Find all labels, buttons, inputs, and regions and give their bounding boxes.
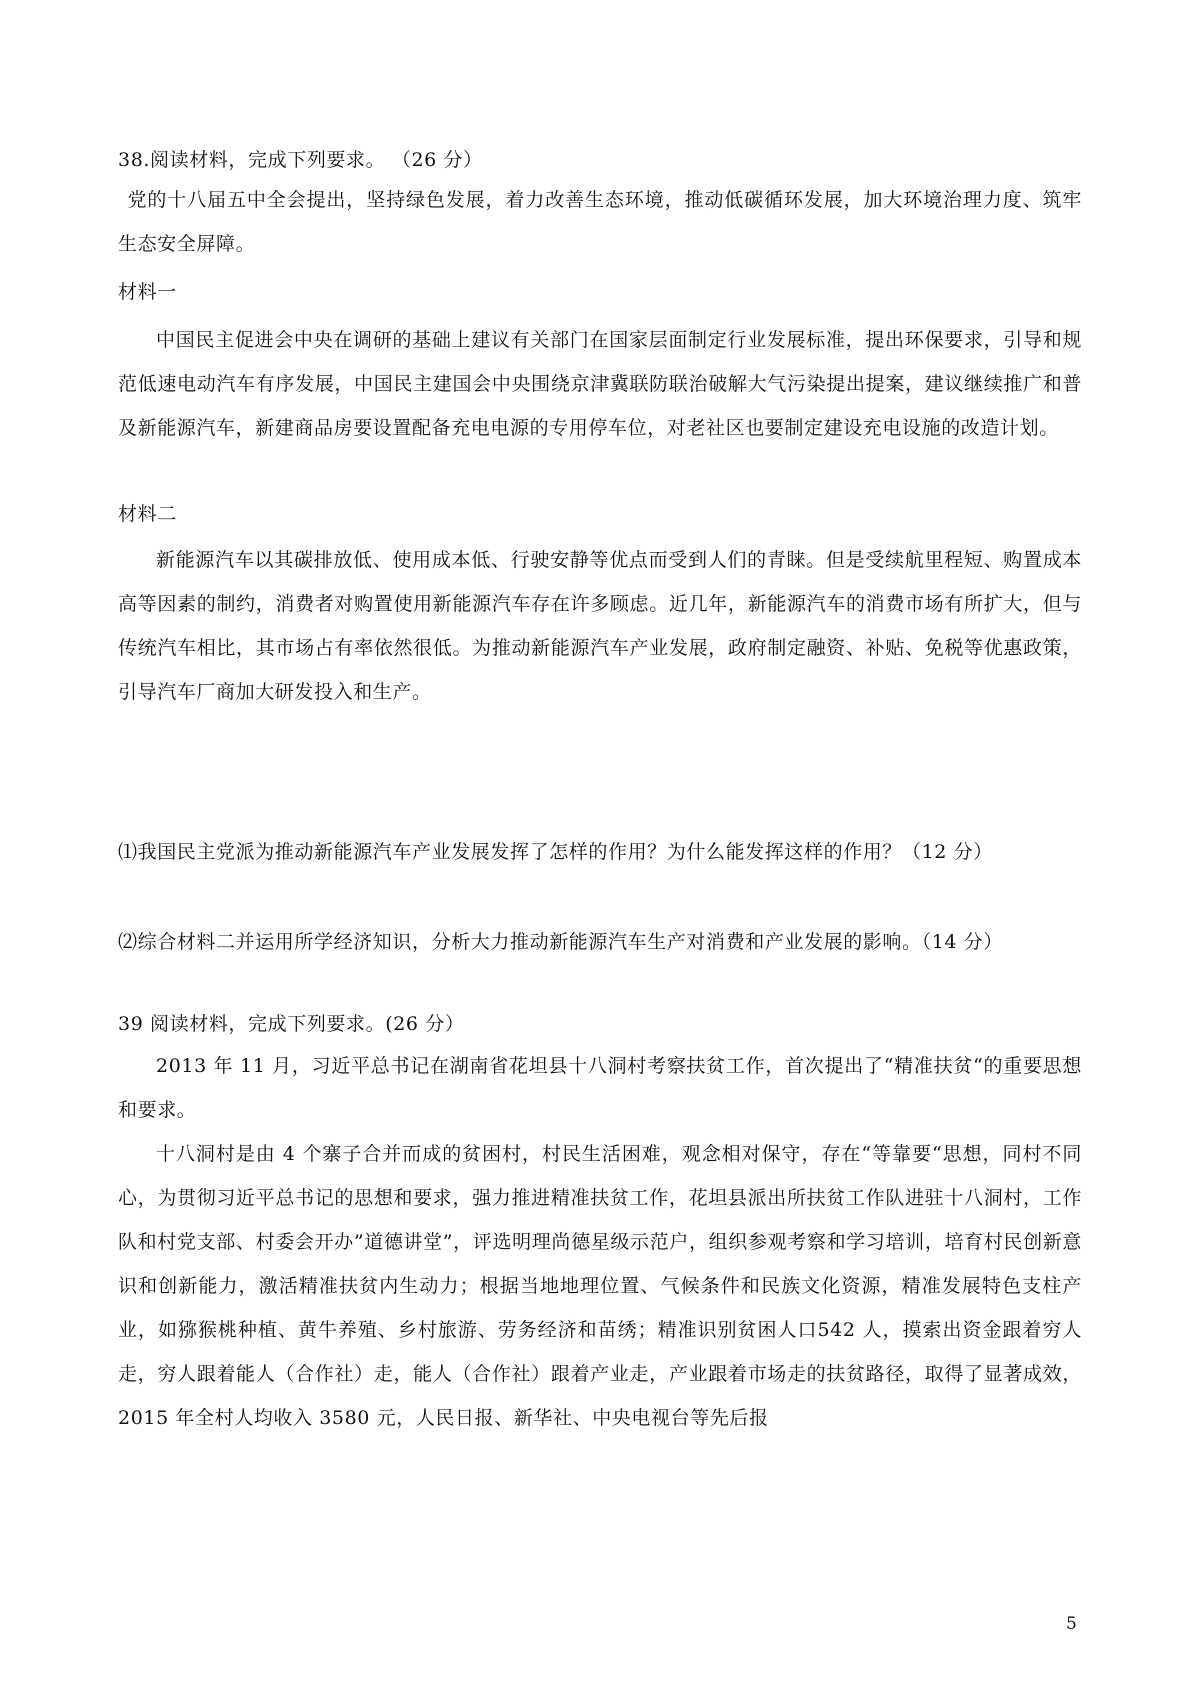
question-38-part-2: ⑵综合材料二并运用所学经济知识，分析大力推动新能源汽车生产对消费和产业发展的影响。（14 分）: [118, 931, 1003, 953]
page-number: 5: [1066, 1614, 1077, 1634]
question-38-part-1: ⑴我国民主党派为推动新能源汽车产业发展发挥了怎样的作用？为什么能发挥这样的作用？（12 分）: [118, 841, 993, 863]
question-39-paragraph-1: 2013 年 11 月，习近平总书记在湖南省花坦县十八洞村考察扶贫工作，首次提出了“精准扶贫“的重要思想和要求。: [118, 1055, 1082, 1121]
question-39-heading: 39 阅读材料，完成下列要求。(26 分）: [118, 1013, 465, 1035]
material-2-text: 新能源汽车以其碳排放低、使用成本低、行驶安静等优点而受到人们的青睐。但是受续航里程短、购置成本高等因素的制约，消费者对购置使用新能源汽车存在许多顾虑。近几年，新能源汽车的消费市场有所扩大，但与传统汽车相比，其市场占有率依然很低。为推动新能源汽车产业发展，政府制定融资、补贴、免税等优惠政策，引导汽车厂商加大研发投入和生产。: [118, 549, 1082, 703]
question-39-paragraph-2: 十八洞村是由 4 个寨子合并而成的贫困村，村民生活困难，观念相对保守，存在“等靠要“思想，同村不同心，为贯彻习近平总书记的思想和要求，强力推进精准扶贫工作，花坦县派出所扶贫工作队进驻十八洞村，工作队和村党支部、村委会开办”道德讲堂”，评选明理尚德星级示范户，组织参观考察和学习培训，培育村民创新意识和创新能力，激活精准扶贫内生动力；根据当地地理位置、气候条件和民族文化资源，精准发展特色支柱产业，如猕猴桃种植、黄牛养殖、乡村旅游、劳务经济和苗绣；精准识别贫困人口542 人，摸索出资金跟着穷人走，穷人跟着能人（合作社）走，能人（合作社）跟着产业走，产业跟着市场走的扶贫路径，取得了显著成效，2015 年全村人均收入 3580 元，人民日报、新华社、中央电视台等先后报: [118, 1143, 1082, 1429]
question-38-heading: 38.阅读材料，完成下列要求。 （26 分）: [118, 149, 483, 171]
material-2-title: 材料二: [118, 503, 177, 525]
material-1-title: 材料一: [118, 281, 177, 303]
material-1-text: 中国民主促进会中央在调研的基础上建议有关部门在国家层面制定行业发展标准，提出环保要求，引导和规范低速电动汽车有序发展，中国民主建国会中央围绕京津冀联防联治破解大气污染提出提案，建议继续推广和普及新能源汽车，新建商品房要设置配备充电电源的专用停车位，对老社区也要制定建设充电设施的改造计划。: [118, 329, 1082, 439]
question-38-intro: 党的十八届五中全会提出，坚持绿色发展，着力改善生态环境，推动低碳循环发展，加大环境治理力度、筑牢生态安全屏障。: [118, 189, 1082, 255]
